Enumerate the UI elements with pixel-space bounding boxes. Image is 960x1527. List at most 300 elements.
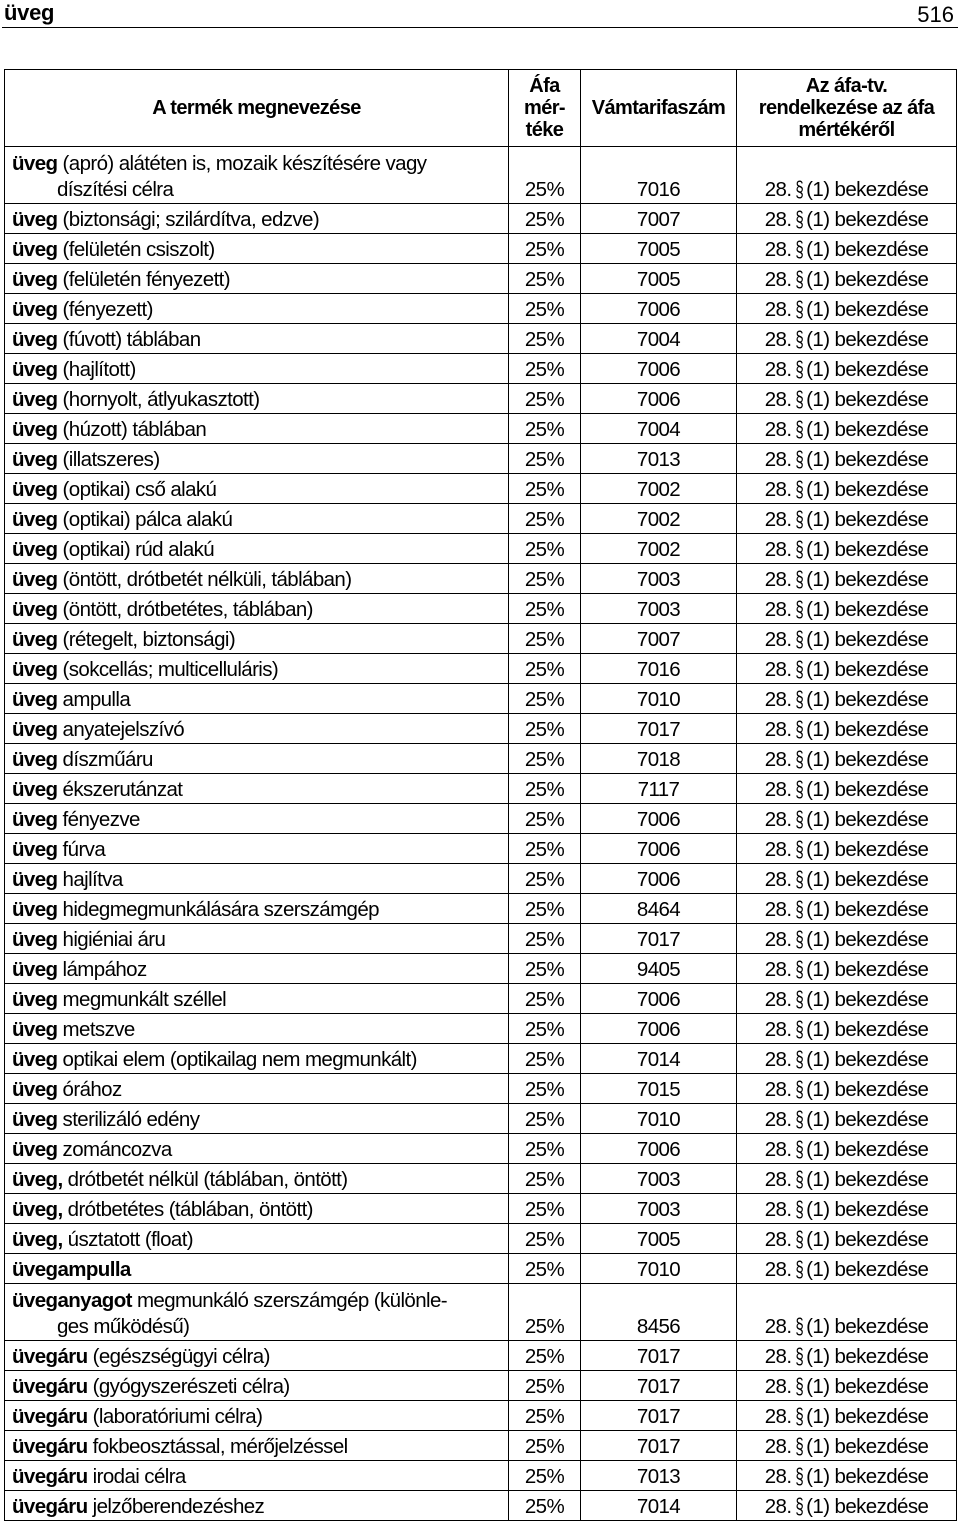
section-sign: §	[795, 566, 804, 593]
cell-tariff-code: 7016	[581, 654, 737, 684]
cell-law-reference	[737, 924, 957, 954]
cell-tariff-code: 7006	[581, 294, 737, 324]
product-keyword: üvegáru	[12, 1405, 88, 1428]
table-row	[5, 684, 957, 714]
law-paragraph: (1) bekezdése	[806, 1138, 929, 1161]
law-article: 28.	[764, 808, 792, 831]
table-row	[5, 1104, 957, 1134]
law-paragraph: (1) bekezdése	[806, 808, 929, 831]
product-description: sterilizáló edény	[57, 1108, 200, 1131]
law-paragraph: (1) bekezdése	[806, 838, 929, 861]
section-sign: §	[795, 1403, 804, 1430]
product-description: jelzőberendezéshez	[87, 1495, 265, 1518]
cell-tariff-code: 7004	[581, 414, 737, 444]
table-row	[5, 1371, 957, 1401]
table-row	[5, 1401, 957, 1431]
section-sign: §	[795, 176, 804, 203]
product-keyword: üveg	[12, 838, 58, 861]
cell-tariff-code: 7006	[581, 984, 737, 1014]
cell-law-reference	[737, 744, 957, 774]
table-row	[5, 504, 957, 534]
cell-tariff-code: 7006	[581, 834, 737, 864]
table-row	[5, 384, 957, 414]
cell-tariff-code: 7006	[581, 384, 737, 414]
product-keyword: üveg	[12, 152, 58, 175]
cell-law-reference	[737, 1401, 957, 1431]
cell-product-name	[5, 1491, 509, 1521]
product-keyword: üveg	[12, 358, 58, 381]
cell-product-name	[5, 954, 509, 984]
product-description: órához	[57, 1078, 122, 1101]
cell-tariff-code: 7002	[581, 534, 737, 564]
table-row	[5, 414, 957, 444]
product-keyword: üveg	[12, 1018, 58, 1041]
law-paragraph: (1) bekezdése	[806, 448, 929, 471]
cell-law-reference	[737, 1074, 957, 1104]
product-description-cont: díszítési célra	[57, 178, 174, 201]
table-row	[5, 834, 957, 864]
product-keyword: üveg	[12, 538, 58, 561]
cell-product-name	[5, 1044, 509, 1074]
law-paragraph: (1) bekezdése	[806, 208, 929, 231]
cell-product-name	[5, 1224, 509, 1254]
cell-vat-rate: 25%	[509, 1431, 581, 1461]
cell-vat-rate: 25%	[509, 684, 581, 714]
section-sign: §	[795, 1493, 804, 1520]
product-keyword: üveg	[12, 508, 58, 531]
product-keyword: üveg	[12, 628, 58, 651]
law-article: 28.	[764, 628, 792, 651]
table-row	[5, 1194, 957, 1224]
product-description: (felületén fényezett)	[57, 268, 230, 291]
product-keyword: üveg	[12, 778, 58, 801]
product-description: úsztatott (float)	[62, 1228, 194, 1251]
section-sign: §	[795, 1196, 804, 1223]
cell-law-reference	[737, 1164, 957, 1194]
law-article: 28.	[764, 268, 792, 291]
cell-vat-rate: 25%	[509, 954, 581, 984]
table-row	[5, 474, 957, 504]
cell-vat-rate: 25%	[509, 1104, 581, 1134]
cell-vat-rate: 25%	[509, 147, 581, 204]
cell-product-name	[5, 474, 509, 504]
cell-law-reference	[737, 714, 957, 744]
table-row	[5, 1164, 957, 1194]
cell-tariff-code: 7017	[581, 1431, 737, 1461]
law-article: 28.	[764, 1048, 792, 1071]
cell-law-reference	[737, 804, 957, 834]
law-paragraph: (1) bekezdése	[806, 868, 929, 891]
cell-vat-rate: 25%	[509, 1284, 581, 1341]
section-sign: §	[795, 1226, 804, 1253]
cell-law-reference	[737, 1431, 957, 1461]
law-paragraph: (1) bekezdése	[806, 718, 929, 741]
section-sign: §	[795, 896, 804, 923]
cell-vat-rate: 25%	[509, 1164, 581, 1194]
cell-law-reference	[737, 147, 957, 204]
cell-tariff-code: 7013	[581, 444, 737, 474]
cell-product-name	[5, 564, 509, 594]
law-article: 28.	[764, 598, 792, 621]
law-article: 28.	[764, 358, 792, 381]
law-article: 28.	[764, 478, 792, 501]
law-article: 28.	[764, 1405, 792, 1428]
section-sign: §	[795, 416, 804, 443]
section-sign: §	[795, 626, 804, 653]
cell-law-reference	[737, 1014, 957, 1044]
cell-tariff-code: 7003	[581, 1164, 737, 1194]
col-header-rate: Áfa mér- téke	[509, 70, 581, 147]
law-paragraph: (1) bekezdése	[806, 778, 929, 801]
cell-tariff-code: 7005	[581, 264, 737, 294]
product-description: (gyógyszerészeti célra)	[87, 1375, 290, 1398]
law-paragraph: (1) bekezdése	[806, 1495, 929, 1518]
cell-vat-rate: 25%	[509, 1134, 581, 1164]
cell-tariff-code: 7017	[581, 1371, 737, 1401]
cell-tariff-code: 7014	[581, 1044, 737, 1074]
cell-tariff-code: 7017	[581, 1341, 737, 1371]
table-row	[5, 924, 957, 954]
section-sign: §	[795, 806, 804, 833]
law-article: 28.	[764, 748, 792, 771]
cell-vat-rate: 25%	[509, 984, 581, 1014]
cell-vat-rate: 25%	[509, 1401, 581, 1431]
cell-product-name	[5, 1074, 509, 1104]
cell-product-name	[5, 624, 509, 654]
product-keyword: üveg	[12, 208, 58, 231]
section-sign: §	[795, 1463, 804, 1490]
cell-law-reference	[737, 1341, 957, 1371]
product-description: lámpához	[57, 958, 147, 981]
product-keyword: üveg	[12, 868, 58, 891]
product-keyword: üveg	[12, 448, 58, 471]
section-sign: §	[795, 446, 804, 473]
product-keyword: üveg	[12, 1078, 58, 1101]
product-keyword: üveg	[12, 388, 58, 411]
cell-product-name	[5, 147, 509, 204]
cell-product-name	[5, 534, 509, 564]
cell-tariff-code: 8456	[581, 1284, 737, 1341]
product-description: ékszerutánzat	[57, 778, 183, 801]
table-row	[5, 864, 957, 894]
table-row	[5, 294, 957, 324]
law-paragraph: (1) bekezdése	[806, 388, 929, 411]
law-article: 28.	[764, 718, 792, 741]
cell-tariff-code: 7007	[581, 204, 737, 234]
table-row	[5, 1254, 957, 1284]
cell-product-name	[5, 444, 509, 474]
cell-law-reference	[737, 234, 957, 264]
cell-product-name	[5, 414, 509, 444]
section-sign: §	[795, 596, 804, 623]
cell-product-name	[5, 1254, 509, 1284]
product-description: metszve	[57, 1018, 135, 1041]
product-keyword: üveg,	[12, 1168, 63, 1191]
product-description: díszműáru	[57, 748, 153, 771]
table-row	[5, 804, 957, 834]
cell-law-reference	[737, 894, 957, 924]
table-row	[5, 1461, 957, 1491]
table-body	[5, 147, 957, 1521]
section-sign: §	[795, 536, 804, 563]
law-article: 28.	[764, 988, 792, 1011]
cell-product-name	[5, 1134, 509, 1164]
law-paragraph: (1) bekezdése	[806, 358, 929, 381]
cell-vat-rate: 25%	[509, 594, 581, 624]
law-paragraph: (1) bekezdése	[806, 1258, 929, 1281]
cell-law-reference	[737, 564, 957, 594]
table-row	[5, 204, 957, 234]
cell-product-name	[5, 204, 509, 234]
product-description: (apró) alátéten is, mozaik készítésére vagy	[57, 152, 427, 175]
product-description: (húzott) táblában	[57, 418, 207, 441]
section-sign: §	[795, 1076, 804, 1103]
product-keyword: üveg	[12, 328, 58, 351]
law-paragraph: (1) bekezdése	[806, 598, 929, 621]
product-description: (hajlított)	[57, 358, 136, 381]
cell-product-name	[5, 294, 509, 324]
product-keyword: üveg	[12, 688, 58, 711]
product-keyword: üveg	[12, 298, 58, 321]
cell-tariff-code: 9405	[581, 954, 737, 984]
section-sign: §	[795, 1256, 804, 1283]
table-row	[5, 624, 957, 654]
law-article: 28.	[764, 1345, 792, 1368]
table-row	[5, 594, 957, 624]
law-paragraph: (1) bekezdése	[806, 1078, 929, 1101]
product-keyword: üvegáru	[12, 1495, 88, 1518]
law-paragraph: (1) bekezdése	[806, 1315, 929, 1338]
table-row	[5, 744, 957, 774]
product-keyword: üveg	[12, 1048, 58, 1071]
cell-tariff-code: 7006	[581, 804, 737, 834]
section-sign: §	[795, 296, 804, 323]
product-keyword: üveg	[12, 568, 58, 591]
law-paragraph: (1) bekezdése	[806, 1048, 929, 1071]
cell-vat-rate: 25%	[509, 294, 581, 324]
table-row	[5, 714, 957, 744]
section-sign: §	[795, 866, 804, 893]
cell-tariff-code: 7003	[581, 594, 737, 624]
law-paragraph: (1) bekezdése	[806, 1198, 929, 1221]
product-keyword: üveg	[12, 598, 58, 621]
cell-law-reference	[737, 1104, 957, 1134]
product-description: fokbeosztással, mérőjelzéssel	[87, 1435, 348, 1458]
product-keyword: üvegampulla	[12, 1258, 131, 1281]
product-description: megmunkált széllel	[57, 988, 227, 1011]
product-description: zománcozva	[57, 1138, 172, 1161]
law-article: 28.	[764, 1018, 792, 1041]
cell-tariff-code: 7018	[581, 744, 737, 774]
cell-product-name	[5, 1371, 509, 1401]
cell-law-reference	[737, 324, 957, 354]
cell-tariff-code: 7002	[581, 504, 737, 534]
law-paragraph: (1) bekezdése	[806, 508, 929, 531]
table-row	[5, 1341, 957, 1371]
section-sign: §	[795, 326, 804, 353]
law-article: 28.	[764, 1138, 792, 1161]
product-description: drótbetét nélkül (táblában, öntött)	[62, 1168, 348, 1191]
cell-product-name	[5, 1284, 509, 1341]
section-sign: §	[795, 206, 804, 233]
cell-vat-rate: 25%	[509, 444, 581, 474]
law-article: 28.	[764, 1495, 792, 1518]
table-row	[5, 147, 957, 204]
section-sign: §	[795, 386, 804, 413]
table-row	[5, 324, 957, 354]
product-keyword: üveg	[12, 268, 58, 291]
cell-law-reference	[737, 1371, 957, 1401]
cell-vat-rate: 25%	[509, 1341, 581, 1371]
product-keyword: üveg	[12, 928, 58, 951]
cell-tariff-code: 7006	[581, 1014, 737, 1044]
vat-rate-table	[4, 69, 957, 1521]
product-keyword: üveg	[12, 988, 58, 1011]
law-paragraph: (1) bekezdése	[806, 1345, 929, 1368]
cell-law-reference	[737, 864, 957, 894]
table-row	[5, 264, 957, 294]
page-number: 516	[917, 2, 954, 27]
law-paragraph: (1) bekezdése	[806, 328, 929, 351]
cell-law-reference	[737, 624, 957, 654]
law-paragraph: (1) bekezdése	[806, 1405, 929, 1428]
section-sign: §	[795, 1166, 804, 1193]
col-header-code: Vámtarifaszám	[581, 70, 737, 147]
law-paragraph: (1) bekezdése	[806, 268, 929, 291]
law-paragraph: (1) bekezdése	[806, 1465, 929, 1488]
cell-product-name	[5, 984, 509, 1014]
cell-vat-rate: 25%	[509, 744, 581, 774]
law-article: 28.	[764, 1258, 792, 1281]
table-row	[5, 1431, 957, 1461]
cell-vat-rate: 25%	[509, 894, 581, 924]
law-article: 28.	[764, 1465, 792, 1488]
cell-product-name	[5, 774, 509, 804]
product-keyword: üveg	[12, 748, 58, 771]
cell-product-name	[5, 1341, 509, 1371]
cell-product-name	[5, 834, 509, 864]
law-article: 28.	[764, 1435, 792, 1458]
cell-tariff-code: 7006	[581, 354, 737, 384]
section-sign: §	[795, 1433, 804, 1460]
table-row	[5, 984, 957, 1014]
cell-vat-rate: 25%	[509, 264, 581, 294]
product-description: (fúvott) táblában	[57, 328, 201, 351]
law-paragraph: (1) bekezdése	[806, 1168, 929, 1191]
cell-product-name	[5, 804, 509, 834]
product-description: fényezve	[57, 808, 140, 831]
product-description: ampulla	[57, 688, 131, 711]
cell-law-reference	[737, 1491, 957, 1521]
cell-vat-rate: 25%	[509, 1194, 581, 1224]
cell-tariff-code: 8464	[581, 894, 737, 924]
product-description: anyatejelszívó	[57, 718, 185, 741]
section-sign: §	[795, 1106, 804, 1133]
cell-tariff-code: 7017	[581, 714, 737, 744]
law-article: 28.	[764, 508, 792, 531]
product-keyword: üvegáru	[12, 1465, 88, 1488]
section-sign: §	[795, 656, 804, 683]
product-description: (hornyolt, átlyukasztott)	[57, 388, 260, 411]
cell-tariff-code: 7013	[581, 1461, 737, 1491]
cell-tariff-code: 7010	[581, 684, 737, 714]
section-sign: §	[795, 836, 804, 863]
cell-vat-rate: 25%	[509, 654, 581, 684]
product-description: (optikai) rúd alakú	[57, 538, 215, 561]
cell-product-name	[5, 894, 509, 924]
cell-vat-rate: 25%	[509, 864, 581, 894]
table-row	[5, 234, 957, 264]
law-paragraph: (1) bekezdése	[806, 1375, 929, 1398]
product-description: (optikai) pálca alakú	[57, 508, 233, 531]
product-keyword: üveg,	[12, 1198, 63, 1221]
law-article: 28.	[764, 538, 792, 561]
product-description: (optikai) cső alakú	[57, 478, 217, 501]
product-keyword: üveg	[12, 418, 58, 441]
cell-law-reference	[737, 414, 957, 444]
law-article: 28.	[764, 958, 792, 981]
cell-vat-rate: 25%	[509, 624, 581, 654]
cell-product-name	[5, 924, 509, 954]
cell-vat-rate: 25%	[509, 1224, 581, 1254]
cell-vat-rate: 25%	[509, 1014, 581, 1044]
section-sign: §	[795, 1016, 804, 1043]
table-row	[5, 1014, 957, 1044]
law-article: 28.	[764, 778, 792, 801]
cell-tariff-code: 7010	[581, 1254, 737, 1284]
product-description: (illatszeres)	[57, 448, 160, 471]
law-paragraph: (1) bekezdése	[806, 298, 929, 321]
cell-product-name	[5, 744, 509, 774]
law-paragraph: (1) bekezdése	[806, 1435, 929, 1458]
product-description: (sokcellás; multicelluláris)	[57, 658, 279, 681]
law-article: 28.	[764, 1108, 792, 1131]
table-row	[5, 354, 957, 384]
law-paragraph: (1) bekezdése	[806, 1228, 929, 1251]
cell-product-name	[5, 1431, 509, 1461]
cell-product-name	[5, 1104, 509, 1134]
page-title: üveg	[4, 0, 55, 25]
cell-vat-rate: 25%	[509, 1254, 581, 1284]
cell-tariff-code: 7010	[581, 1104, 737, 1134]
product-keyword: üvegáru	[12, 1375, 88, 1398]
product-description: higiéniai áru	[57, 928, 166, 951]
cell-vat-rate: 25%	[509, 834, 581, 864]
cell-law-reference	[737, 1044, 957, 1074]
cell-law-reference	[737, 834, 957, 864]
product-description: optikai elem (optikailag nem megmunkált)	[57, 1048, 417, 1071]
section-sign: §	[795, 266, 804, 293]
cell-vat-rate: 25%	[509, 414, 581, 444]
product-description: (biztonsági; szilárdítva, edzve)	[57, 208, 320, 231]
cell-law-reference	[737, 774, 957, 804]
law-paragraph: (1) bekezdése	[806, 568, 929, 591]
cell-tariff-code: 7003	[581, 564, 737, 594]
cell-law-reference	[737, 684, 957, 714]
law-article: 28.	[764, 328, 792, 351]
cell-law-reference	[737, 504, 957, 534]
law-paragraph: (1) bekezdése	[806, 538, 929, 561]
table-row	[5, 1491, 957, 1521]
cell-tariff-code: 7014	[581, 1491, 737, 1521]
product-description: (egészségügyi célra)	[87, 1345, 270, 1368]
section-sign: §	[795, 506, 804, 533]
cell-product-name	[5, 384, 509, 414]
section-sign: §	[795, 686, 804, 713]
law-paragraph: (1) bekezdése	[806, 928, 929, 951]
law-paragraph: (1) bekezdése	[806, 688, 929, 711]
product-keyword: üveg	[12, 658, 58, 681]
